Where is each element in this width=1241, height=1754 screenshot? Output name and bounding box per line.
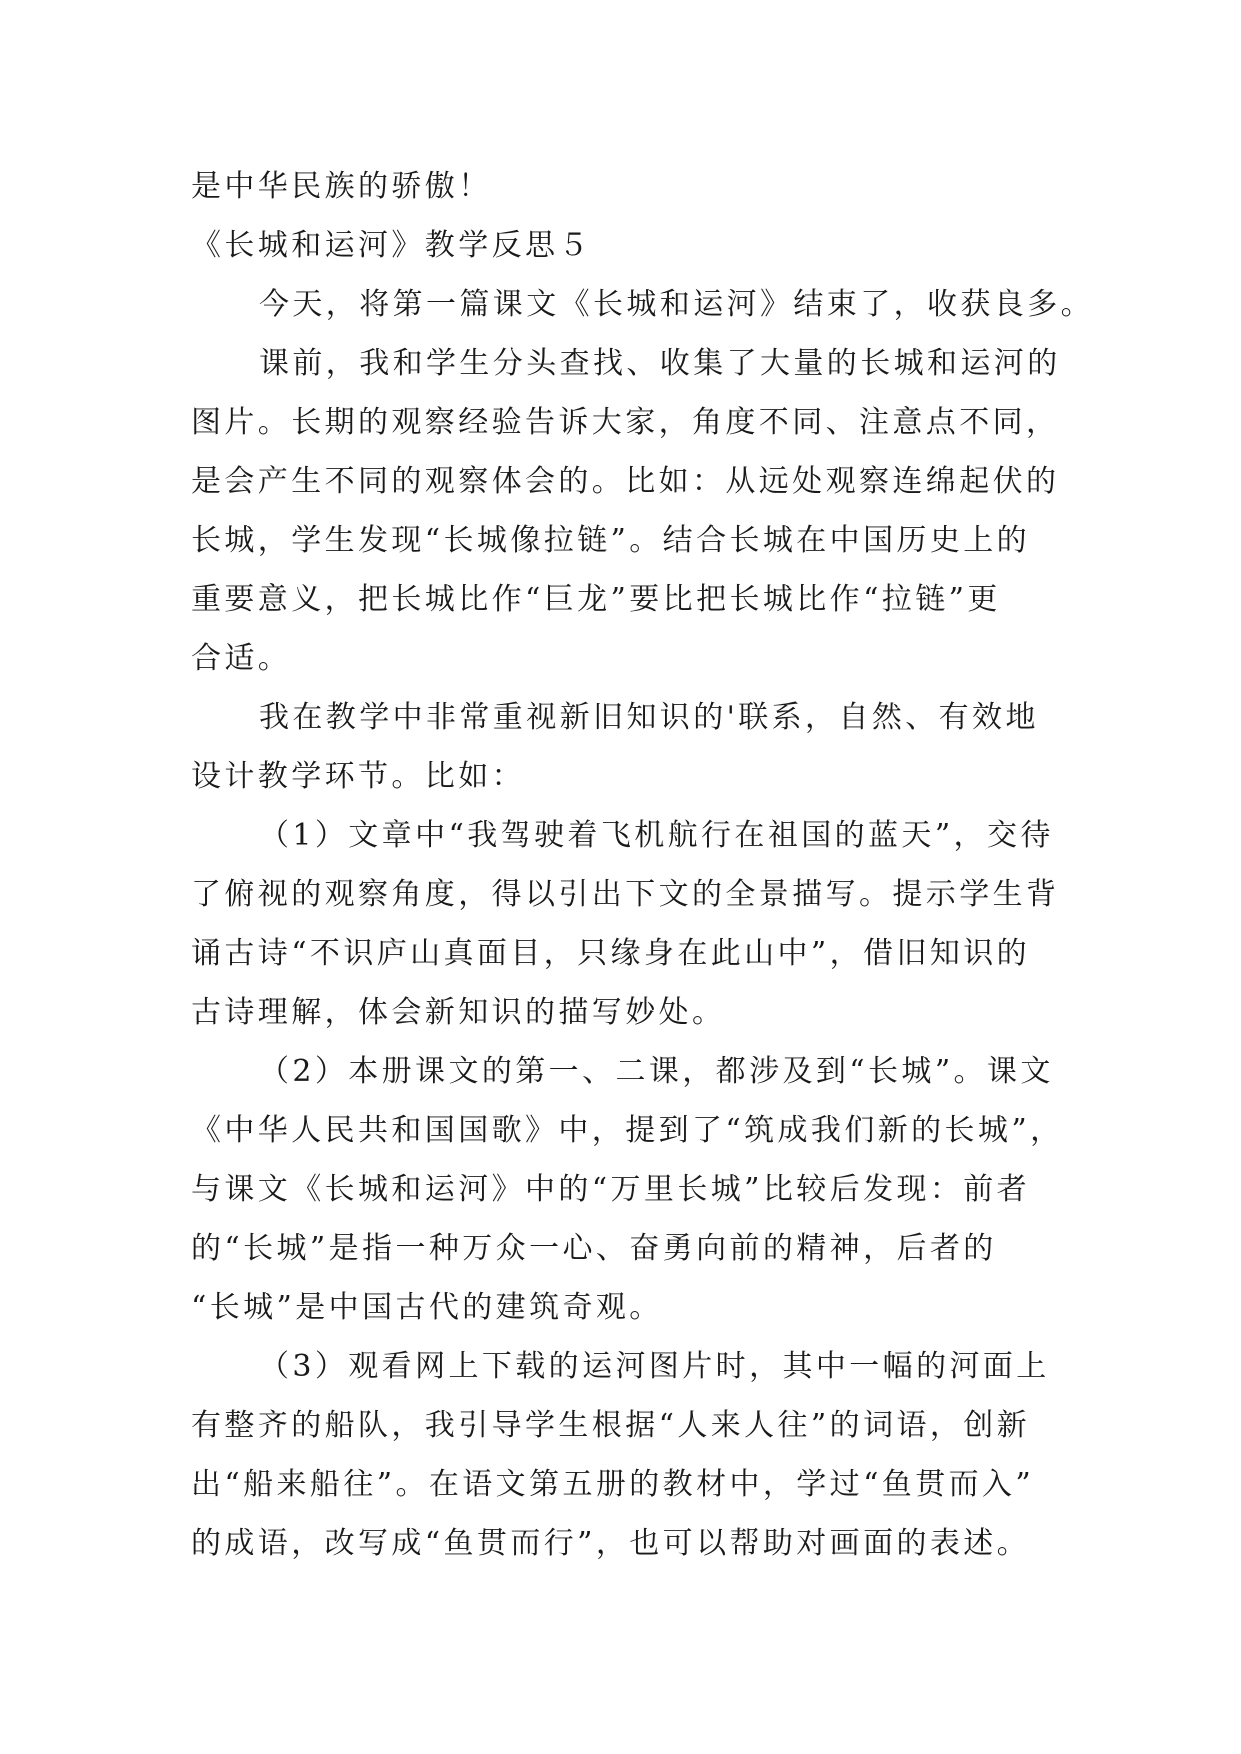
- text-line: 是中华民族的骄傲！: [191, 169, 492, 204]
- paragraph-line: 设计教学环节。比如：: [191, 759, 525, 794]
- paragraph-line: 合适。: [191, 641, 292, 676]
- paragraph-line: （3）观看网上下载的运河图片时，其中一幅的河面上: [259, 1349, 1050, 1384]
- paragraph-line: 出“船来船往”。在语文第五册的教材中，学过“鱼贯而入”: [191, 1467, 1035, 1502]
- paragraph-line: 图片。长期的观察经验告诉大家，角度不同、注意点不同，: [191, 405, 1060, 440]
- paragraph-line: 古诗理解，体会新知识的描写妙处。: [191, 995, 726, 1030]
- paragraph-line: 是会产生不同的观察体会的。比如：从远处观察连绵起伏的: [191, 464, 1060, 499]
- paragraph-line: 的“长城”是指一种万众一心、奋勇向前的精神，后者的: [191, 1231, 997, 1266]
- paragraph-line: 的成语，改写成“鱼贯而行”，也可以帮助对画面的表述。: [191, 1526, 1031, 1561]
- paragraph-line: 我在教学中非常重视新旧知识的'联系，自然、有效地: [259, 700, 1039, 735]
- paragraph-line: 课前，我和学生分头查找、收集了大量的长城和运河的: [259, 346, 1061, 381]
- paragraph-line: “长城”是中国古代的建筑奇观。: [191, 1290, 663, 1325]
- paragraph-line: 了俯视的观察角度，得以引出下文的全景描写。提示学生背: [191, 877, 1060, 912]
- paragraph-line: （1）文章中“我驾驶着飞机航行在祖国的蓝天”，交待: [259, 818, 1054, 853]
- paragraph-line: 今天，将第一篇课文《长城和运河》结束了，收获良多。: [259, 287, 1094, 322]
- paragraph-line: 与课文《长城和运河》中的“万里长城”比较后发现：前者: [191, 1172, 1031, 1207]
- paragraph-line: 诵古诗“不识庐山真面目，只缘身在此山中”，借旧知识的: [191, 936, 1031, 971]
- section-title: 《长城和运河》教学反思５: [191, 228, 592, 263]
- paragraph-line: （2）本册课文的第一、二课，都涉及到“长城”。课文: [259, 1054, 1054, 1089]
- paragraph-line: 长城，学生发现“长城像拉链”。结合长城在中国历史上的: [191, 523, 1031, 558]
- paragraph-line: 有整齐的船队，我引导学生根据“人来人往”的词语，创新: [191, 1408, 1031, 1443]
- paragraph-line: 重要意义，把长城比作“巨龙”要比把长城比作“拉链”更: [191, 582, 1001, 617]
- paragraph-line: 《中华人民共和国国歌》中，提到了“筑成我们新的长城”，: [191, 1113, 1064, 1148]
- document-body: [191, 157, 1094, 1573]
